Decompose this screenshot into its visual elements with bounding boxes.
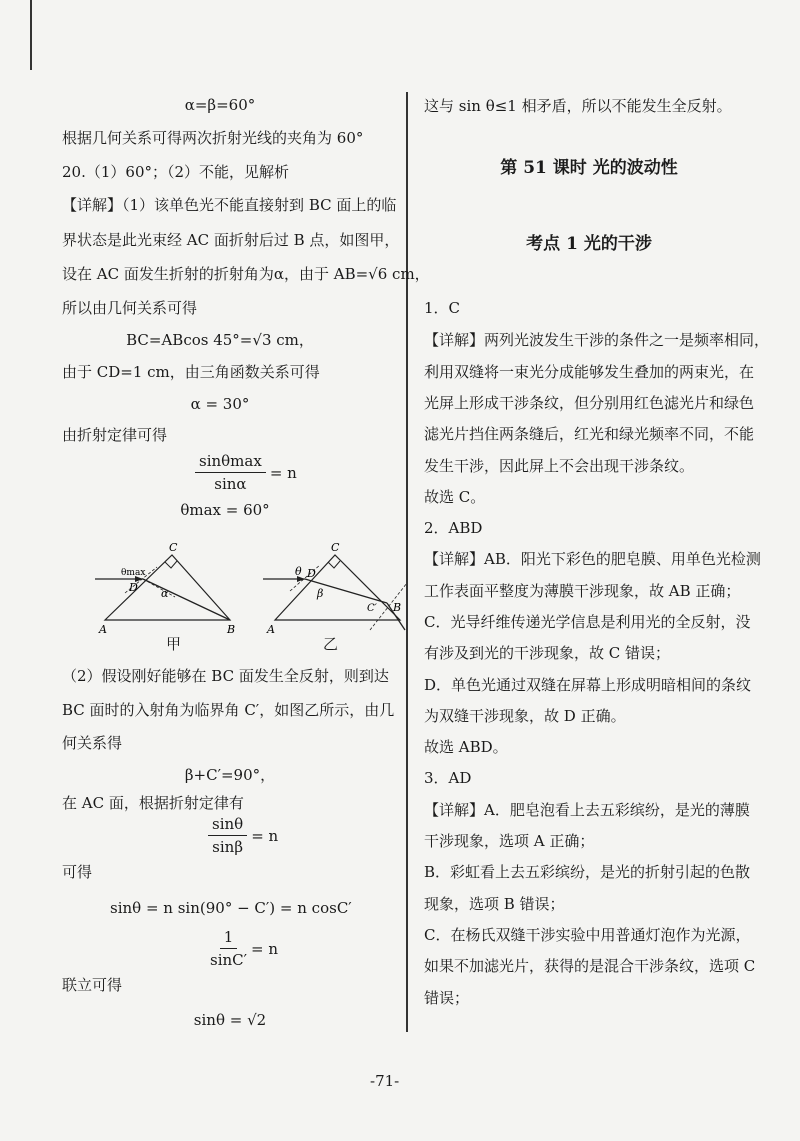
text-line: D．单色光通过双缝在屏幕上形成明暗相间的条纹: [424, 676, 752, 694]
text-line: 故选 C。: [424, 488, 486, 506]
eq-beta-c: β+C′=90°，: [184, 766, 276, 784]
fraction-denominator: sinα: [214, 475, 247, 493]
fraction-numerator: sinθmax: [195, 452, 266, 473]
lesson-title: 第 51 课时 光的波动性: [500, 158, 678, 178]
text-line: 【详解】A．肥皂泡看上去五彩缤纷，是光的薄膜: [424, 801, 750, 819]
text-line: 现象，选项 B 错误；: [424, 895, 565, 913]
fraction-rhs: = n: [251, 939, 279, 958]
text-line: 何关系得: [62, 734, 123, 752]
fraction-numerator: 1: [220, 928, 238, 949]
text-line: 工作表面平整度为薄膜干涉现象，故 AB 正确；: [424, 582, 741, 600]
figure-yi: [263, 541, 407, 636]
eq-theta-max: θmax = 60°: [180, 501, 270, 519]
label-beta: β: [317, 587, 324, 600]
label-b: B: [393, 601, 402, 614]
refraction-figure: [95, 535, 415, 655]
fraction-denominator: sinβ: [212, 838, 243, 856]
fraction-rhs: = n: [269, 463, 297, 482]
answer-2: 2．ABD: [424, 519, 483, 537]
text-line: 由折射定律可得: [62, 426, 168, 444]
label-b: B: [227, 623, 236, 636]
text-line: 【详解】两列光波发生干涉的条件之一是频率相同，: [424, 331, 770, 349]
label-c: C: [169, 541, 178, 554]
text-line: 为双缝干涉现象，故 D 正确。: [424, 707, 626, 725]
label-theta-max: θmax: [121, 568, 146, 578]
eq-alpha-beta: α=β=60°: [184, 96, 256, 114]
figure-caption-jia: 甲: [166, 635, 182, 653]
text-line: 可得: [62, 863, 93, 881]
fraction-rhs: = n: [251, 826, 279, 845]
label-a: A: [267, 623, 275, 636]
eq-bc: BC=ABcos 45°=√3 cm，: [126, 331, 314, 349]
fraction-snell-2: [208, 815, 278, 856]
text-line: 【详解】AB．阳光下彩色的肥皂膜、用单色光检测: [424, 550, 761, 568]
fraction-numerator: sinθ: [208, 815, 247, 836]
eq-alpha: α = 30°: [190, 395, 250, 413]
text-line: BC 面时的入射角为临界角 C′，如图乙所示，由几: [62, 701, 395, 719]
fraction-critical: [210, 928, 278, 969]
text-line: 界状态是此光束经 AC 面折射后过 B 点，如图甲，: [62, 231, 400, 249]
text-line: 光屏上形成干涉条纹，但分别用红色滤光片和绿色: [424, 394, 755, 412]
text-line: 发生干涉，因此屏上不会出现干涉条纹。: [424, 457, 695, 475]
label-theta: θ: [295, 565, 302, 578]
text-line: 故选 ABD。: [424, 738, 508, 756]
text-line: （2）假设刚好能够在 BC 面发生全反射，则到达: [62, 667, 389, 685]
answer-20: 20.（1）60°；（2）不能，见解析: [62, 163, 290, 181]
text-line: 由于 CD=1 cm，由三角函数关系可得: [62, 363, 320, 381]
fraction-snell-1: [195, 452, 297, 493]
text-line: 有涉及到光的干涉现象，故 C 错误；: [424, 644, 671, 662]
section-title: 考点 1 光的干涉: [526, 234, 652, 254]
text-line: 干涉现象，选项 A 正确；: [424, 832, 595, 850]
margin-rule: [30, 0, 32, 70]
text-line: 【详解】（1）该单色光不能直接射到 BC 面上的临: [62, 196, 397, 214]
text-line: 如果不加滤光片，获得的是混合干涉条纹，选项 C: [424, 957, 756, 975]
text-line: C．光导纤维传递光学信息是利用光的全反射，没: [424, 613, 751, 631]
text-line: 错误；: [424, 989, 470, 1007]
text-line: 利用双缝将一束光分成能够发生叠加的两束光，在: [424, 363, 755, 381]
text-line: B．彩虹看上去五彩缤纷，是光的折射引起的色散: [424, 863, 751, 881]
text-line: 所以由几何关系可得: [62, 299, 198, 317]
label-a: A: [99, 623, 107, 636]
label-alpha: α: [161, 587, 169, 600]
figure-caption-yi: 乙: [323, 635, 339, 653]
eq-result: sinθ = √2: [193, 1011, 267, 1029]
text-line: 联立可得: [62, 976, 123, 994]
fraction-denominator: sinC′: [210, 951, 248, 969]
text-line: 设在 AC 面发生折射的折射角为α，由于 AB=√6 cm，: [62, 265, 430, 283]
answer-1: 1．C: [424, 299, 461, 317]
label-c-prime: C′: [367, 603, 377, 614]
answer-3: 3．AD: [424, 769, 472, 787]
figure-jia: [95, 541, 235, 636]
label-c: C: [331, 541, 340, 554]
text-line: 这与 sin θ≤1 相矛盾，所以不能发生全反射。: [424, 97, 732, 115]
label-d: D: [129, 581, 138, 594]
text-line: 在 AC 面，根据折射定律有: [62, 794, 244, 812]
text-line: C．在杨氏双缝干涉实验中用普通灯泡作为光源，: [424, 926, 751, 944]
text-line: 滤光片挡住两条缝后，红光和绿光频率不同，不能: [424, 425, 755, 443]
label-d: D: [307, 567, 316, 580]
eq-sin-theta: sinθ = n sin(90° − C′) = n cosC′: [110, 899, 352, 917]
page-number: -71-: [370, 1072, 400, 1090]
text-line: 根据几何关系可得两次折射光线的夹角为 60°: [62, 129, 364, 147]
